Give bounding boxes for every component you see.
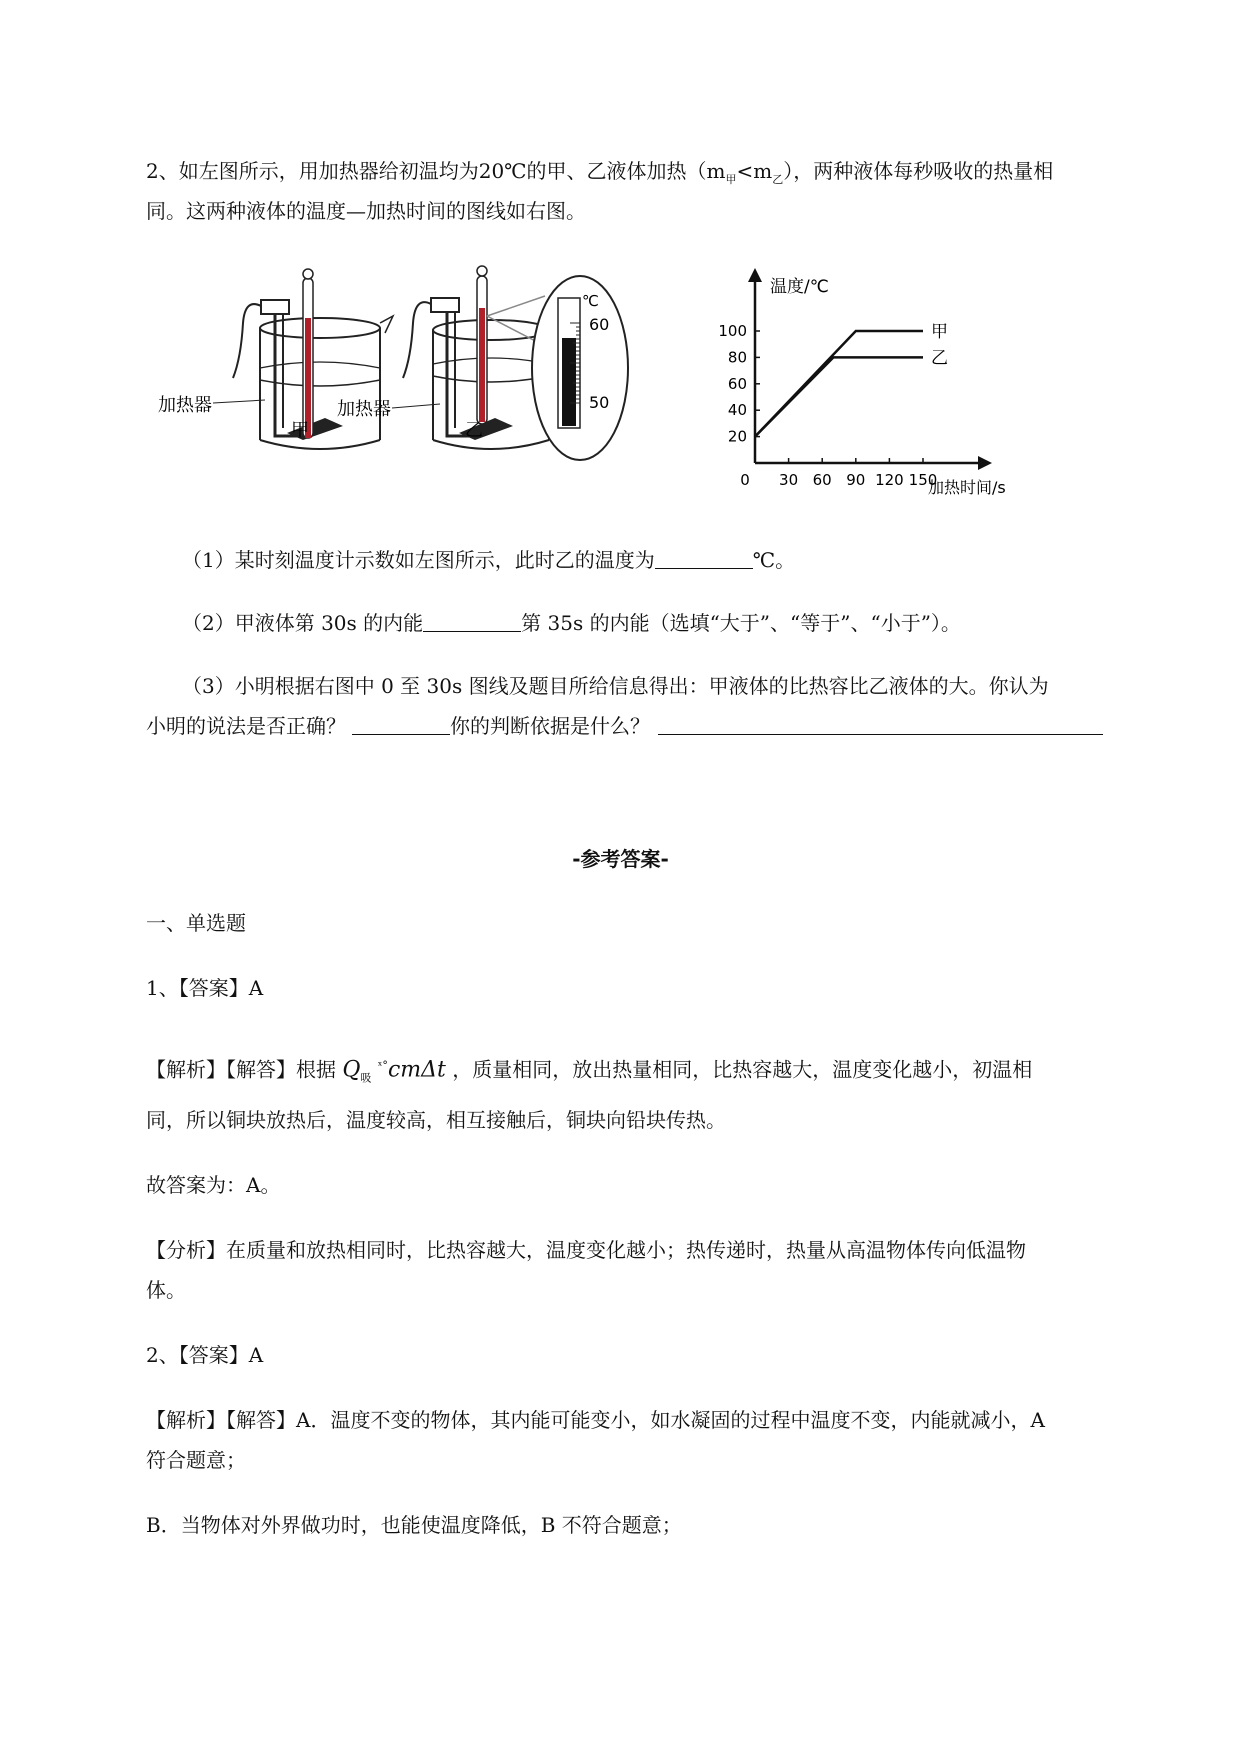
- analysis-text: 【解析】【解答】根据: [146, 1057, 336, 1082]
- series-line-2: [755, 357, 923, 436]
- series-line-1: [755, 331, 923, 437]
- answer-blank-4[interactable]: [658, 712, 1103, 735]
- subquestion-3-text: 小明的说法是否正确？: [146, 714, 346, 738]
- y-tick-label: 20: [727, 427, 747, 446]
- answer-2-heading: 2、【答案】A: [146, 1343, 264, 1367]
- subquestion-1-unit: ℃。: [752, 548, 796, 572]
- answer-2-analysis-line-2: 符合题意；: [146, 1448, 246, 1472]
- answer-1-conclusion: 故答案为：A。: [146, 1173, 281, 1197]
- subquestion-3-line-2: [146, 711, 1103, 741]
- subscript-yi: 乙: [772, 173, 784, 186]
- answer-2-analysis-line-1: 【解析】【解答】A．温度不变的物体，其内能可能变小，如水凝固的过程中温度不变，内能就减小，A: [146, 1408, 1045, 1432]
- x-tick-label: 60: [812, 471, 832, 489]
- heater-label-right: 加热器: [337, 399, 391, 420]
- beaker-right-label: 乙: [465, 420, 483, 441]
- answer-1-heading: 1、【答案】A: [146, 976, 264, 1000]
- apparatus-figure: [158, 268, 705, 498]
- thermometer-label-50: 50: [589, 393, 610, 412]
- formula-subscript: 吸: [360, 1071, 372, 1085]
- subquestion-1: [182, 545, 795, 575]
- series-label-2: 乙: [931, 348, 948, 369]
- answer-blank-3[interactable]: [352, 712, 450, 735]
- formula-symbol: ˣ°: [377, 1059, 388, 1072]
- formula-body: cmΔt: [387, 1057, 446, 1083]
- analysis-text-b: ，质量相同，放出热量相同，比热容越大，温度变化越小，初温相: [452, 1057, 1033, 1082]
- beaker-left: [233, 269, 393, 449]
- question-line-1: [146, 156, 1053, 195]
- x-axis-label: 加热时间/s: [928, 478, 1006, 497]
- answer-section-title: -参考答案-: [572, 847, 669, 871]
- beaker-right: [403, 266, 549, 449]
- subquestion-3-line-1: （3）小明根据右图中 0 至 30s 图线及题目所给信息得出：甲液体的比热容比乙液体的大。你认为: [182, 674, 1049, 698]
- x-tick-label: 90: [846, 471, 866, 489]
- subquestion-1-text: （1）某时刻温度计示数如左图所示，此时乙的温度为: [182, 548, 655, 572]
- answer-1-note-line-1: 【分析】在质量和放热相同时，比热容越大，温度变化越小；热传递时，热量从高温物体传向低温物: [146, 1238, 1026, 1262]
- heater-label-left: 加热器: [158, 395, 212, 416]
- subquestion-2: [182, 608, 961, 638]
- temperature-time-chart: [710, 268, 1040, 498]
- thermometer-label-60: 60: [589, 315, 610, 334]
- answer-1-note-line-2: 体。: [146, 1278, 186, 1302]
- y-tick-label: 60: [727, 374, 747, 393]
- subquestion-2-text-b: 第 35s 的内能（选填“大于”、“等于”、“小于”）。: [521, 611, 961, 635]
- subquestion-3-text-b: 你的判断依据是什么？: [450, 714, 650, 738]
- answer-blank-2[interactable]: [423, 609, 521, 632]
- x-tick-label: 0: [740, 471, 750, 489]
- question-text: <m: [736, 159, 773, 183]
- y-tick-label: 80: [727, 348, 747, 367]
- beaker-left-label: 甲: [291, 420, 309, 441]
- x-tick-label: 30: [779, 471, 799, 489]
- thermometer-unit: ℃: [582, 292, 599, 310]
- question-text: ），两种液体每秒吸收的热量相: [783, 159, 1054, 183]
- formula-q: Q: [342, 1057, 361, 1083]
- subscript-jia: 甲: [725, 173, 737, 186]
- answer-1-analysis-line-2: 同，所以铜块放热后，温度较高，相互接触后，铜块向铅块传热。: [146, 1108, 726, 1132]
- series-label-1: 甲: [931, 322, 948, 342]
- question-line-2: 同。这两种液体的温度—加热时间的图线如右图。: [146, 199, 586, 223]
- answer-1-analysis-line-1: [146, 1051, 1032, 1094]
- answer-category: 一、单选题: [146, 911, 246, 935]
- chart-axes: [748, 268, 992, 470]
- answer-blank-1[interactable]: [655, 546, 753, 569]
- y-tick-label: 100: [718, 322, 747, 340]
- question-text: 2、如左图所示，用加热器给初温均为20℃的甲、乙液体加热（m: [146, 159, 726, 183]
- x-tick-label: 150: [908, 471, 938, 489]
- x-tick-label: 120: [875, 471, 904, 489]
- y-axis-label: 温度/℃: [770, 277, 829, 297]
- subquestion-2-text: （2）甲液体第 30s 的内能: [182, 611, 424, 635]
- answer-2-option-b: B．当物体对外界做功时，也能使温度降低，B 不符合题意；: [146, 1513, 682, 1537]
- thermometer-zoom: [487, 276, 628, 460]
- y-tick-label: 40: [727, 401, 747, 420]
